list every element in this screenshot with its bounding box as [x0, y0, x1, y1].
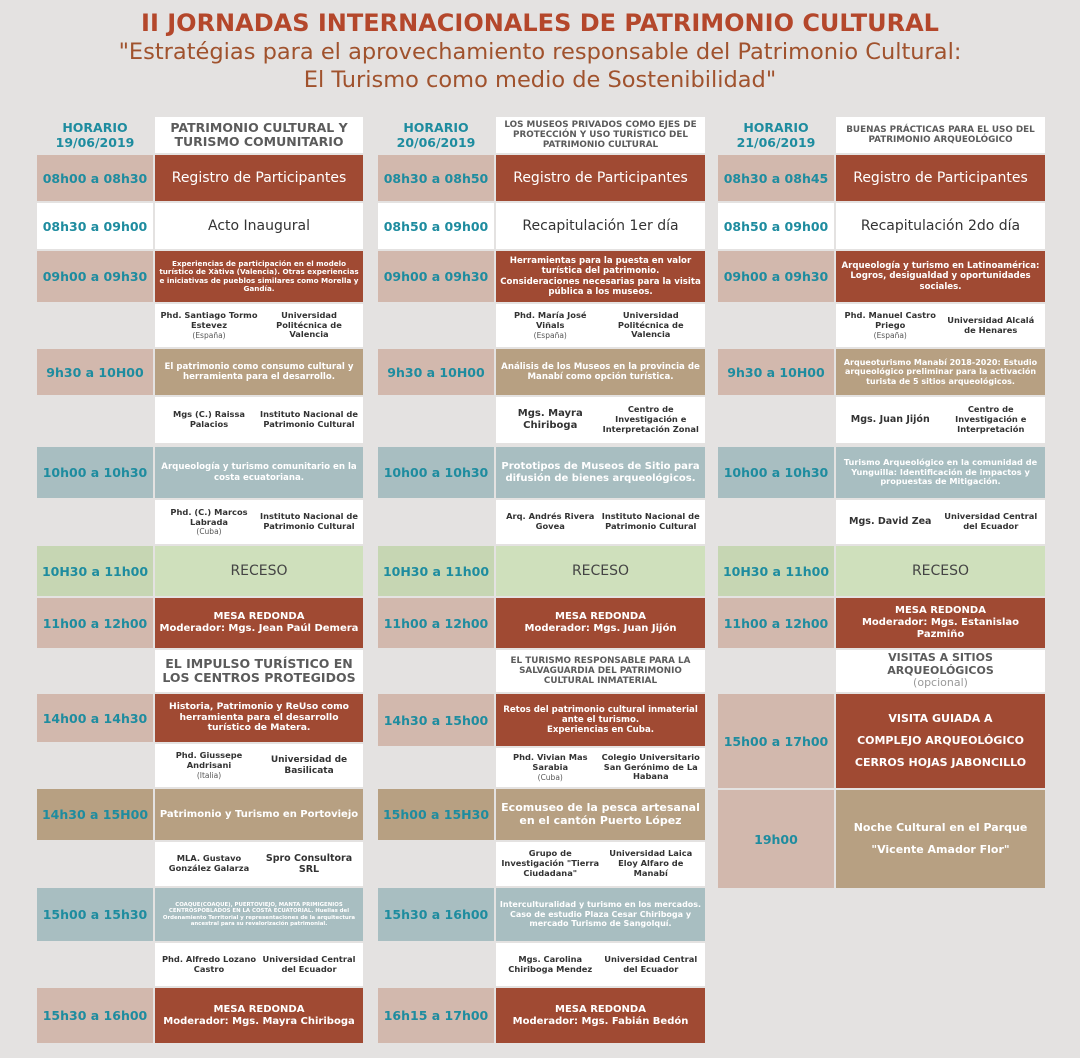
day3-time-slot: 10H30 a 11h00 — [718, 546, 834, 596]
day1-speaker-row — [155, 842, 363, 886]
session-title: Historia, Patrimonio y ReUso como herramienta para el desarrollo turístico de Matera. — [169, 700, 349, 734]
day3-session — [836, 251, 1045, 302]
day1-session — [155, 349, 363, 395]
roundtable-label: MESA REDONDA — [555, 1003, 646, 1015]
night-line1: Noche Cultural en el Parque — [853, 821, 1028, 834]
speaker-name: Grupo de Investigación "Tierra Ciudadana" — [501, 848, 600, 878]
speaker-institution: Centro de Investigación e Interpretación Zonal — [602, 404, 699, 434]
horario-label: HORARIO — [403, 120, 469, 135]
moderator: Moderador: Mgs. Fabián Bedón — [512, 1015, 689, 1027]
day3-roundtable — [836, 598, 1045, 648]
day1-session — [155, 447, 363, 498]
session-title: Retos del patrimonio cultural inmaterial ante el turismo. — [503, 704, 698, 725]
speaker-name: Phd. (C.) Marcos Labrada (Cuba) — [170, 506, 248, 537]
day2-time-slot: 08h30 a 08h50 — [378, 155, 494, 201]
day2-session — [496, 447, 705, 498]
day1-session — [155, 203, 363, 249]
session-title: COAQUE(COAQUE), PUERTOVIEJO, MANTA PRIMIGENIOS CENTROSPOBLADOS EN LA COSTA ECUATORIAL. Huellas del Ordenamiento Territorial y representaciones de la arquitectura ancestral para su revalorización patrimonial. — [162, 901, 356, 927]
day2-time-slot: 09h00 a 09h30 — [378, 251, 494, 302]
speaker-name: Mgs. Mayra Chiriboga — [517, 408, 583, 431]
day2-time-slot: 14h30 a 15h00 — [378, 694, 494, 746]
roundtable-label: MESA REDONDA — [213, 1003, 305, 1015]
session-subtitle: Logros, desigualdad y oportunidades sociales. — [850, 271, 1031, 292]
day3-break: RECESO — [836, 546, 1045, 596]
speaker-institution: Universidad Politécnica de Valencia — [617, 309, 684, 340]
day3-afternoon-theme — [836, 650, 1045, 692]
day2-theme-title: LOS MUSEOS PRIVADOS COMO EJES DE PROTECCIÓN Y USO TURÍSTICO DEL PATRIMONIO CULTURAL — [496, 117, 705, 153]
night-line2: "Vicente Amador Flor" — [871, 843, 1010, 856]
day1-time-slot: 14h30 a 15H00 — [37, 789, 153, 840]
moderator: Moderador: Mgs. Juan Jijón — [524, 623, 677, 634]
speaker-name: Mgs. David Zea — [849, 516, 932, 528]
session-title: Recapitulación 2do día — [860, 218, 1021, 234]
roundtable-label: MESA REDONDA — [555, 611, 646, 623]
speaker-institution: Universidad Laica Eloy Alfaro de Manabí — [609, 848, 693, 878]
theme-title: VISITAS A SITIOS ARQUEOLÓGICOS — [887, 651, 994, 677]
session-title: Patrimonio y Turismo en Portoviejo — [159, 808, 359, 820]
roundtable-label: MESA REDONDA — [213, 611, 305, 623]
roundtable-label: MESA REDONDA — [895, 605, 986, 617]
session-title: Acto Inaugural — [208, 218, 310, 234]
day2-time-slot: 08h50 a 09h00 — [378, 203, 494, 249]
day1-speaker-row — [155, 943, 363, 986]
day3-time-slot: 10h00 a 10h30 — [718, 447, 834, 498]
day3-session — [836, 155, 1045, 201]
day2-speaker-row — [496, 500, 705, 544]
day1-time-slot: 14h00 a 14h30 — [37, 694, 153, 742]
day3-time-slot: 9h30 a 10H00 — [718, 349, 834, 395]
day1-time-slot: 15h30 a 16h00 — [37, 988, 153, 1043]
day1-break: RECESO — [155, 546, 363, 596]
day2-time-slot: 9h30 a 10H00 — [378, 349, 494, 395]
day2-speaker-row — [496, 943, 705, 986]
day1-session — [155, 789, 363, 840]
speaker-name: Mgs (C.) Raissa Palacios — [172, 409, 246, 429]
session-title: Análisis de los Museos en la provincia de Manabí como opción turística. — [501, 361, 700, 382]
speaker-institution: Universidad Central del Ecuador — [944, 511, 1038, 531]
speaker-institution: Colegio Universitario San Gerónimo de La Habana — [601, 751, 700, 782]
visit-line2: COMPLEJO ARQUEOLÓGICO — [857, 734, 1024, 747]
horario-label: HORARIO — [743, 120, 809, 135]
day1-theme-title: PATRIMONIO CULTURAL Y TURISMO COMUNITARIO — [155, 117, 363, 153]
day2-session — [496, 251, 705, 302]
day1-session — [155, 155, 363, 201]
day3-date: 21/06/2019 — [736, 135, 816, 150]
day2-session — [496, 789, 705, 840]
session-title: El patrimonio como consumo cultural y herramienta para el desarrollo. — [164, 361, 354, 382]
session-title: Registro de Participantes — [513, 170, 688, 186]
day2-session — [496, 694, 705, 746]
day3-guided-visit — [836, 694, 1045, 788]
day3-speaker-row — [836, 304, 1045, 347]
speaker-name: Phd. Manuel Castro Priego (España) — [844, 310, 936, 340]
day2-break: RECESO — [496, 546, 705, 596]
day3-speaker-row — [836, 500, 1045, 544]
session-title: Experiencias de participación en el modelo turístico de Xàtiva (Valencia). Otras experiencias e iniciativas de pueblos similares como Morella y Gandía. — [159, 258, 359, 293]
event-subtitle-line2: El Turismo como medio de Sostenibilidad" — [303, 67, 777, 93]
event-title: II JORNADAS INTERNACIONALES DE PATRIMONIO CULTURAL — [141, 9, 939, 37]
speaker-institution: Universidad Central del Ecuador — [604, 953, 698, 974]
speaker-name: Arq. Andrés Rivera Govea — [506, 511, 595, 531]
speaker-name: Phd. Giussepe Andrisani (Italia) — [175, 750, 243, 780]
day1-time-slot: 08h00 a 08h30 — [37, 155, 153, 201]
horario-label: HORARIO — [62, 120, 128, 135]
day2-session — [496, 349, 705, 395]
day2-afternoon-theme: EL TURISMO RESPONSABLE PARA LA SALVAGUARDIA DEL PATRIMONIO CULTURAL INMATERIAL — [496, 650, 705, 692]
day3-time-slot: 08h50 a 09h00 — [718, 203, 834, 249]
day2-time-slot: 16h15 a 17h00 — [378, 988, 494, 1043]
speaker-institution: Universidad Central del Ecuador — [262, 953, 356, 974]
day3-horario-header — [718, 117, 834, 153]
session-title: Prototipos de Museos de Sitio para difusión de bienes arqueológicos. — [501, 460, 700, 484]
day3-column — [718, 0, 1045, 1058]
day2-time-slot: 10H30 a 11h00 — [378, 546, 494, 596]
day3-time-slot: 08h30 a 08h45 — [718, 155, 834, 201]
speaker-institution: Universidad Politécnica de Valencia — [276, 309, 342, 340]
session-title: Recapitulación 1er día — [522, 218, 679, 234]
speaker-institution: Instituto Nacional de Patrimonio Cultural — [601, 511, 700, 531]
session-title: Arqueología y turismo comunitario en la costa ecuatoriana. — [161, 462, 357, 483]
day2-roundtable — [496, 598, 705, 648]
speaker-name: Mgs. Juan Jijón — [850, 414, 930, 426]
day2-speaker-row — [496, 842, 705, 886]
speaker-institution: Instituto Nacional de Patrimonio Cultural — [260, 409, 358, 429]
session-subtitle: Consideraciones necesarias para la visita pública a los museos. — [500, 276, 701, 297]
day3-time-slot: 11h00 a 12h00 — [718, 598, 834, 648]
day1-speaker-row — [155, 304, 363, 347]
day1-horario-header — [37, 117, 153, 153]
day3-cultural-night — [836, 790, 1045, 888]
day2-time-slot: 15h30 a 16h00 — [378, 888, 494, 941]
session-title: Registro de Participantes — [171, 170, 347, 186]
session-title: Interculturalidad y turismo en los mercados. Caso de estudio Plaza Cesar Chiriboga y mercado Turismo de Sangolquí. — [499, 900, 702, 929]
day2-roundtable — [496, 988, 705, 1043]
day1-time-slot: 15h00 a 15h30 — [37, 888, 153, 941]
day3-time-slot: 09h00 a 09h30 — [718, 251, 834, 302]
speaker-name: Mgs. Carolina Chiriboga Mendez — [508, 953, 593, 974]
optional-note: (opcional) — [913, 676, 968, 690]
session-title: Ecomuseo de la pesca artesanal en el cantón Puerto López — [501, 800, 700, 827]
day3-session — [836, 447, 1045, 498]
day1-time-slot: 11h00 a 12h00 — [37, 598, 153, 648]
speaker-institution: Centro de Investigación e Interpretación — [955, 404, 1027, 434]
day2-time-slot: 15h00 a 15H30 — [378, 789, 494, 840]
day2-session — [496, 888, 705, 941]
day1-column — [37, 0, 363, 1058]
day2-time-slot: 11h00 a 12h00 — [378, 598, 494, 648]
day2-speaker-row — [496, 304, 705, 347]
day2-speaker-row — [496, 748, 705, 787]
day3-time-slot: 15h00 a 17h00 — [718, 694, 834, 788]
day1-time-slot: 10H30 a 11h00 — [37, 546, 153, 596]
session-title: Registro de Participantes — [853, 170, 1028, 186]
day1-speaker-row — [155, 744, 363, 787]
day3-theme-title: BUENAS PRÁCTICAS PARA EL USO DEL PATRIMONIO ARQUEOLÓGICO — [836, 117, 1045, 153]
speaker-name: Phd. Santiago Tormo Estevez (España) — [160, 310, 258, 340]
day1-time-slot: 10h00 a 10h30 — [37, 447, 153, 498]
speaker-name: Phd. Vivian Mas Sarabia (Cuba) — [512, 752, 588, 782]
day1-time-slot: 9h30 a 10H00 — [37, 349, 153, 395]
speaker-name: Phd. María José Viñals (España) — [513, 310, 587, 340]
day2-session — [496, 155, 705, 201]
session-title: Arqueología y turismo en Latinoamérica: — [841, 261, 1040, 272]
speaker-institution: Universidad de Basilicata — [270, 754, 348, 776]
day1-afternoon-theme: EL IMPULSO TURÍSTICO EN LOS CENTROS PROTEGIDOS — [155, 650, 363, 692]
moderator: Moderador: Mgs. Estanislao Pazmiño — [861, 617, 1020, 640]
speaker-institution: Instituto Nacional de Patrimonio Cultural — [260, 511, 358, 531]
day2-session — [496, 203, 705, 249]
day1-roundtable — [155, 598, 363, 648]
day2-column — [378, 0, 705, 1058]
visit-line1: VISITA GUIADA A — [888, 712, 993, 725]
day3-speaker-row — [836, 397, 1045, 443]
day2-horario-header — [378, 117, 494, 153]
moderator: Moderador: Mgs. Jean Paúl Demera — [159, 623, 359, 634]
day3-session — [836, 203, 1045, 249]
day3-session — [836, 349, 1045, 395]
day1-speaker-row — [155, 500, 363, 544]
session-title: Arqueoturismo Manabí 2018-2020: Estudio arqueológico preliminar para la activación turista de 5 sitios arqueológicos. — [843, 357, 1038, 386]
speaker-name: Phd. Alfredo Lozano Castro — [161, 953, 257, 974]
day1-session — [155, 888, 363, 941]
speaker-name: MLA. Gustavo González Galarza — [168, 853, 250, 873]
day1-speaker-row — [155, 397, 363, 443]
session-title: Herramientas para la puesta en valor turística del patrimonio. — [509, 256, 692, 277]
speaker-institution: Universidad Alcalá de Henares — [947, 314, 1035, 335]
day1-date: 19/06/2019 — [55, 135, 135, 150]
session-subtitle: Experiencias en Cuba. — [546, 725, 655, 736]
day2-date: 20/06/2019 — [396, 135, 476, 150]
event-subtitle-line1: "Estratégias para el aprovechamiento responsable del Patrimonio Cultural: — [118, 39, 962, 65]
day1-time-slot: 09h00 a 09h30 — [37, 251, 153, 302]
day2-speaker-row — [496, 397, 705, 443]
visit-line3: CERROS HOJAS JABONCILLO — [854, 756, 1027, 769]
session-title: Turismo Arqueológico en la comunidad de Yunguilla: Identificación de impactos y propuestas de Mitigación. — [843, 456, 1038, 487]
day3-time-slot: 19h00 — [718, 790, 834, 888]
moderator: Moderador: Mgs. Mayra Chiriboga — [163, 1015, 355, 1027]
day1-roundtable — [155, 988, 363, 1043]
day1-session — [155, 251, 363, 302]
day2-time-slot: 10h00 a 10h30 — [378, 447, 494, 498]
speaker-institution: Spro Consultora SRL — [265, 852, 353, 875]
day1-time-slot: 08h30 a 09h00 — [37, 203, 153, 249]
day1-session — [155, 694, 363, 742]
